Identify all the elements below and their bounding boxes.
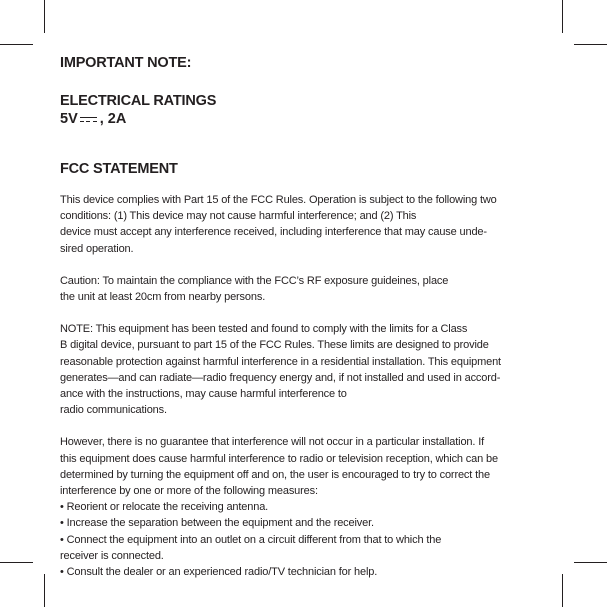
list-item: • Connect the equipment into an outlet on a circuit different from that to which the — [60, 533, 442, 546]
list-item: • Increase the separation between the equipment and the receiver. — [60, 517, 374, 530]
text-line: ance with the instructions, may cause harmful interference to — [60, 388, 347, 401]
fcc-paragraph-measures — [60, 434, 560, 580]
text-line: generates—and can radiate—radio frequency energy and, if not installed and used in accord- — [60, 371, 501, 384]
text-line: However, there is no guarantee that interference will not occur in a particular installation. If — [60, 436, 484, 449]
text-line: radio communications. — [60, 404, 167, 417]
list-item-continuation: receiver is connected. — [60, 549, 164, 562]
crop-mark-top-right-horizontal — [574, 44, 607, 45]
crop-mark-bottom-right-vertical — [562, 574, 563, 607]
crop-mark-top-left-vertical — [44, 0, 45, 33]
text-line: determined by turning the equipment off and on, the user is encouraged to try to correct the — [60, 468, 490, 481]
current-value: , 2A — [99, 111, 127, 127]
text-line: device must accept any interference received, including interference that may cause unde- — [60, 226, 487, 239]
electrical-ratings-heading: ELECTRICAL RATINGS — [60, 93, 217, 109]
document-body — [60, 54, 560, 580]
list-item: • Reorient or relocate the receiving antenna. — [60, 501, 269, 514]
text-line: conditions: (1) This device may not cause harmful interference; and (2) This — [60, 210, 417, 223]
fcc-paragraph-caution — [60, 273, 560, 305]
text-line: reasonable protection against harmful interference in a residential installation. This equipment — [60, 355, 501, 368]
dc-current-icon — [80, 116, 97, 124]
list-item: • Consult the dealer or an experienced radio/TV technician for help. — [60, 566, 378, 579]
text-line: the unit at least 20cm from nearby persons. — [60, 291, 266, 304]
text-line: this equipment does cause harmful interference to radio or television reception, which can be — [60, 452, 498, 465]
text-line: interference by one or more of the following measures: — [60, 485, 318, 498]
text-line: sired operation. — [60, 242, 134, 255]
text-line: This device complies with Part 15 of the FCC Rules. Operation is subject to the following two — [60, 194, 497, 206]
crop-mark-top-left-horizontal — [0, 44, 33, 45]
fcc-statement-heading: FCC STATEMENT — [60, 161, 178, 177]
crop-mark-bottom-right-horizontal — [574, 562, 607, 563]
crop-mark-top-right-vertical — [562, 0, 563, 33]
crop-mark-bottom-left-horizontal — [0, 562, 33, 563]
text-line: NOTE: This equipment has been tested and found to comply with the limits for a Class — [60, 323, 468, 336]
important-note-heading: IMPORTANT NOTE: — [60, 55, 192, 71]
electrical-rating-value — [60, 110, 560, 128]
voltage-value: 5V — [60, 111, 78, 127]
fcc-paragraph-compliance — [60, 192, 560, 257]
crop-mark-bottom-left-vertical — [44, 574, 45, 607]
text-line: B digital device, pursuant to part 15 of the FCC Rules. These limits are designed to provide — [60, 339, 489, 352]
fcc-paragraph-note — [60, 321, 560, 418]
text-line: Caution: To maintain the compliance with the FCC’s RF exposure guideines, place — [60, 274, 449, 287]
